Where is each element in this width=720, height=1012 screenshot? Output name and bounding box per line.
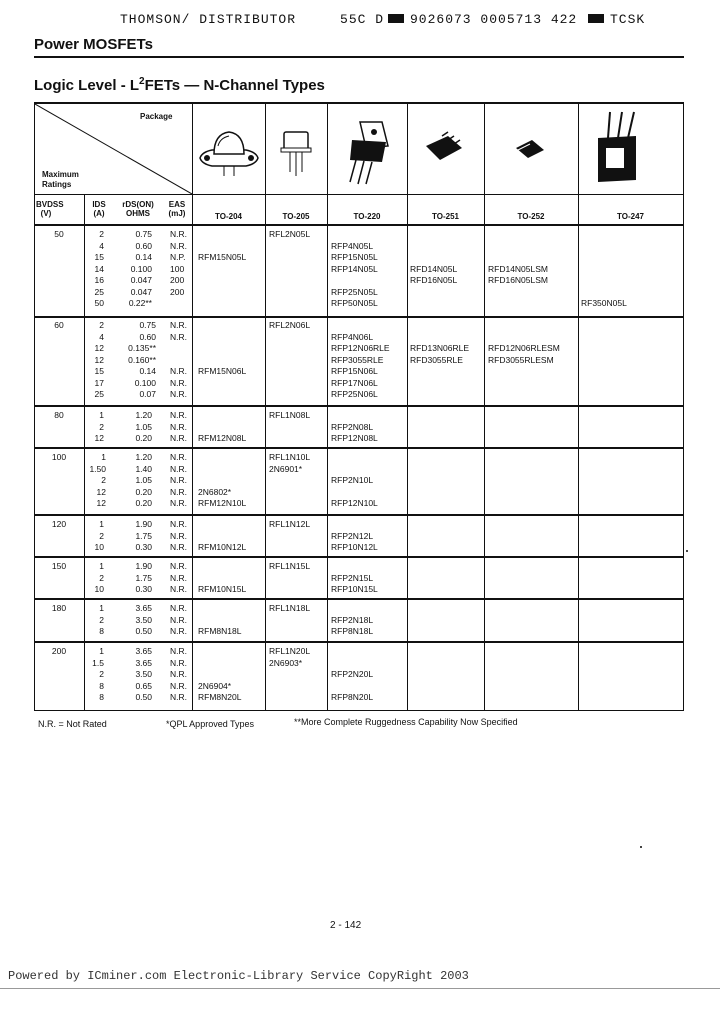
col-header-ids: IDS (A) [92,200,106,218]
scan-mark-bar [588,14,604,23]
scan-speck [686,550,688,552]
scan-mark-bar [388,14,404,23]
cell-to204: RFM10N15L [198,584,247,594]
cell-to251: RFD13N06RLE RFD3055RLE [410,343,470,365]
scan-header-tail: TCSK [610,12,646,27]
cell-bvdss: 50 [54,229,64,239]
cell-to251: RFD14N05L RFD16N05L [410,263,458,285]
cell-ids: 1 2 10 [94,561,104,594]
cell-ids: 1 2 8 [99,603,104,636]
to247-package-icon [586,108,646,188]
cell-rdson: 1.90 1.75 0.30 [135,519,152,552]
cell-eas: N.R. N.R. N.R. [170,519,187,552]
col-line [265,104,266,711]
col-header-eas: EAS (mJ) [168,200,186,218]
group-separator [34,556,684,558]
cell-to252: RFD14N05LSM RFD16N05LSM [488,263,548,285]
title-rule [34,56,684,58]
cell-to204: RFM10N12L [198,542,247,552]
cell-to205: RFL1N20L 2N6903* [269,646,311,668]
scan-header-text: THOMSON/ DISTRIBUTOR 55C D [120,12,385,27]
col-line [327,104,328,711]
footer-copyright: Powered by ICminer.com Electronic-Library Service CopyRight 2003 [8,969,469,983]
cell-to204: RFM8N18L [198,626,242,636]
cell-rdson: 1.20 1.40 1.05 0.20 0.20 [135,452,152,508]
col-line [407,104,408,711]
cell-eas: N.R. N.R. N.R. [170,561,187,594]
cell-to220: RFP2N15L RFP10N15L [331,572,378,594]
col-header-to252: TO-252 [517,212,545,221]
group-separator [34,316,684,318]
col-header-to247: TO-247 [617,212,644,221]
cell-eas: N.R. N.R. N.R. [170,410,187,443]
cell-to204: RFM15N05L [198,252,247,262]
table-border-bottom [34,710,684,711]
cell-to204: 2N6802* RFM12N10L [198,486,247,508]
cell-rdson: 3.65 3.65 3.50 0.65 0.50 [135,646,152,702]
cell-to220: RFP2N20L RFP8N20L [331,669,374,702]
cell-eas: N.R. N.R. N.R. N.R. N.R. [170,320,187,399]
cell-ids: 1 2 12 [94,410,104,443]
cell-to204: RFM12N08L [198,433,247,443]
cell-ids: 1 2 10 [94,519,104,552]
table-title-sup: 2 [139,76,145,87]
col-header-to220: TO-220 [353,212,381,221]
to252-package-icon [510,134,550,164]
section-title: Power MOSFETs [34,36,153,53]
cell-eas: N.R. N.R. N.R. [170,603,187,636]
cell-to220: RFP2N18L RFP8N18L [331,614,374,636]
col-line [578,104,579,711]
col-line [192,104,193,711]
cell-to205: RFL1N12L [269,519,311,529]
scan-header-codes: 9026073 0005713 422 [410,12,578,27]
col-line [84,194,85,711]
cell-rdson: 3.65 3.50 0.50 [135,603,152,636]
package-label: Package [140,112,173,121]
to204-package-icon [196,124,262,184]
table-title-post: FETs — N-Channel Types [144,77,325,94]
cell-to247: RF350N05L [581,298,627,308]
cell-to205: RFL1N08L [269,410,311,420]
cell-eas: N.R. N.R. N.R. N.R. N.R. [170,646,187,702]
col-header-to205: TO-205 [282,212,310,221]
cell-rdson: 0.75 0.60 0.14 0.100 0.047 0.047 0.22** [128,229,152,308]
cell-to220: RFP2N10L RFP12N10L [331,475,378,508]
cell-bvdss: 60 [54,320,64,330]
max-ratings-label: Maximum Ratings [42,170,79,189]
cell-to205: RFL2N06L [269,320,311,330]
cell-to220: RFP2N08L RFP12N08L [331,421,378,443]
group-separator [34,405,684,407]
cell-rdson: 0.75 0.60 0.135** 0.160** 0.14 0.100 0.07 [128,320,156,399]
cell-bvdss: 180 [51,603,67,613]
col-header-rdson: rDS(ON) OHMS [122,200,154,218]
col-header-to251: TO-251 [432,212,459,221]
cell-to205: RFL2N05L [269,229,311,239]
group-separator [34,598,684,600]
to220-package-icon [338,118,398,188]
cell-bvdss: 80 [54,410,64,420]
cell-rdson: 1.90 1.75 0.30 [135,561,152,594]
to251-package-icon [418,130,468,170]
cell-ids: 1 1.5 2 8 8 [92,646,104,702]
cell-ids: 2 4 15 14 16 25 50 [94,229,104,308]
col-line [484,104,485,711]
cell-bvdss: 120 [51,519,67,529]
note-qpl: *QPL Approved Types [166,719,255,729]
note-nr: N.R. = Not Rated [38,719,107,729]
footer-rule [0,988,720,989]
cell-to204: 2N6904* RFM8N20L [198,680,242,702]
cell-to205: RFL1N15L [269,561,311,571]
page-number: 2 - 142 [330,920,362,931]
cell-eas: N.R. N.R. N.R. N.R. N.R. [170,452,187,508]
cell-bvdss: 200 [51,646,67,656]
header-separator [34,194,684,195]
col-header-bvdss: BVDSS (V) [36,200,64,218]
header-bottom-rule [34,224,684,226]
note-ruggedness: **More Complete Ruggedness Capability Now Specified [294,717,518,727]
cell-to252: RFD12N06RLESM RFD3055RLESM [488,343,560,365]
scan-speck [640,846,642,848]
cell-ids: 2 4 12 12 15 17 25 [94,320,104,399]
cell-to205: RFL1N10L 2N6901* [269,452,311,474]
table-title-pre: Logic Level - L [34,77,140,94]
group-separator [34,447,684,449]
group-separator [34,514,684,516]
cell-to220: RFP2N12L RFP10N12L [331,530,378,552]
cell-rdson: 1.20 1.05 0.20 [135,410,152,443]
to205-package-icon [276,130,316,180]
cell-to205: RFL1N18L [269,603,311,613]
group-separator [34,641,684,643]
table-title [34,76,325,94]
cell-ids: 1 1.50 2 12 12 [89,452,106,508]
cell-bvdss: 150 [51,561,67,571]
cell-to220: RFP4N05L RFP15N05L RFP14N05L RFP25N05L RFP50N05L [331,240,378,308]
col-header-to204: TO-204 [215,212,242,221]
cell-eas: N.R. N.R. N.P. 100 200 200 [170,229,187,297]
cell-to204: RFM15N06L [198,366,247,376]
cell-to220: RFP4N06L RFP12N06RLE RFP3055RLE RFP15N06L RFP17N06L RFP25N06L [331,331,390,399]
cell-bvdss: 100 [51,452,67,462]
